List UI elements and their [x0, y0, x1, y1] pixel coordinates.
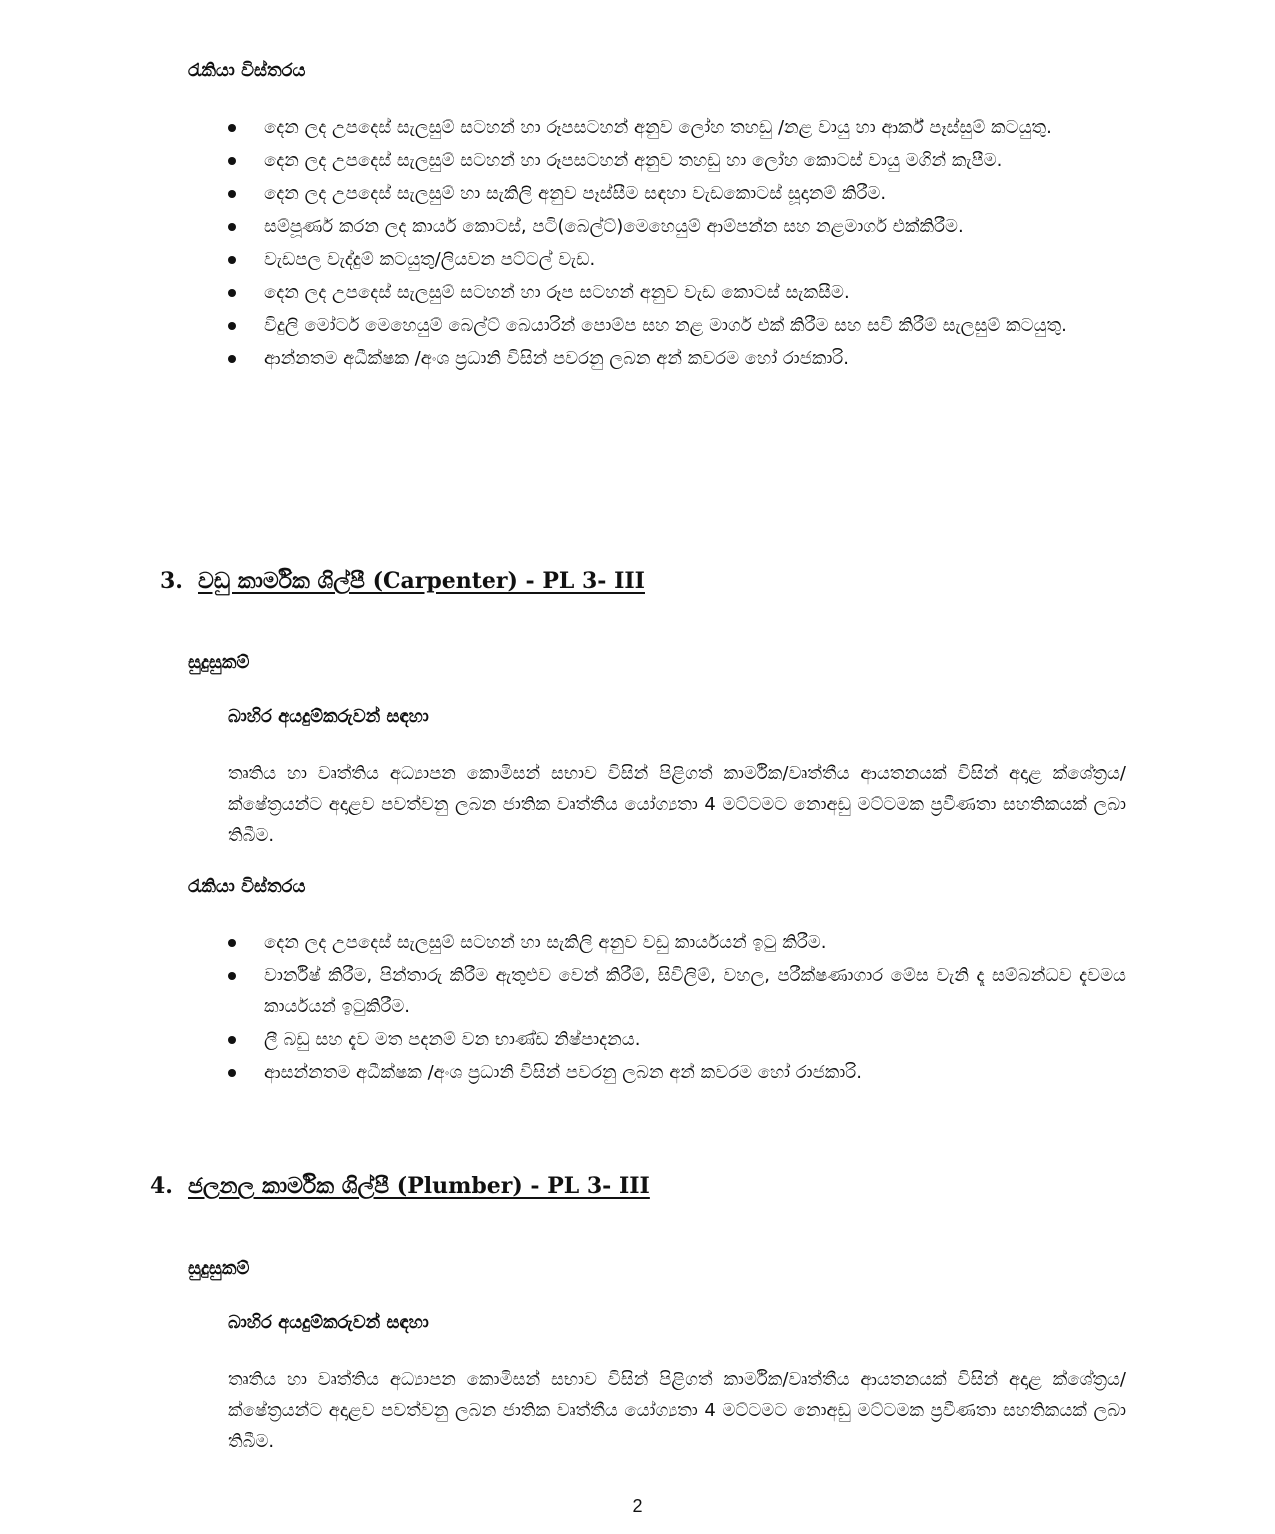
duties-heading: රැකියා විස්තරය	[188, 876, 306, 897]
section-4-heading	[150, 1171, 650, 1201]
qualifications-heading: සුදුසුකම්	[188, 652, 250, 673]
list-item: වැඩපල වැද්දුම් කටයුතු/ලියවන පට්ටල් වැඩ.	[228, 244, 1126, 275]
list-item: ලී බඩු සහ දැව මත පදනම් වන භාණ්ඩ නිෂ්පාදනය.	[228, 1024, 1126, 1055]
section-title: වඩු කාර්මික ශිල්පී (Carpenter) - PL 3- III	[198, 568, 645, 594]
duties-heading: රැකියා විස්තරය	[188, 60, 306, 81]
list-item: ආන්නතම අධීක්ෂක /අංශ ප්‍රධානි විසින් පවරනු ලබන අන් කවරම හෝ රාජකාරි.	[228, 343, 1126, 374]
external-applicants-heading: බාහිර අයදුම්කරුවන් සඳහා	[228, 1312, 429, 1333]
bullet-icon	[228, 1036, 236, 1044]
bullet-icon	[228, 157, 236, 165]
section-number: 3.	[160, 568, 183, 594]
qualifications-heading: සුදුසුකම්	[188, 1258, 250, 1279]
bullet-icon	[228, 972, 236, 980]
section-number: 4.	[150, 1173, 173, 1199]
bullet-icon	[228, 322, 236, 330]
bullet-icon	[228, 124, 236, 132]
list-item: සම්පූර්ණ කරන ලද කාර්ය කොටස්, පටි(බෙල්ට්)මෙහෙයුම් ආම්පන්න සහ නළමාර්ග එක්කිරීම.	[228, 211, 1126, 242]
bullet-icon	[228, 939, 236, 947]
section-3-heading	[160, 566, 645, 596]
bullet-icon	[228, 355, 236, 363]
bullet-icon	[228, 1069, 236, 1077]
bullet-icon	[228, 223, 236, 231]
list-item: දෙන ලද උපදෙස් සැලසුම් හා සැකිලි අනුව පෑස්සීම සඳහා වැඩකොටස් සූදානම් කිරීම.	[228, 178, 1126, 209]
duties-list	[228, 112, 1126, 376]
list-item: දෙන ලද උපදෙස් සැලසුම් සටහන් හා රූපසටහන් අනුව ලෝහ තහඩු /නළ වායු හා ආර්ක් පෑස්සුම් කටයුතු.	[228, 112, 1126, 143]
list-item: වාර්නිෂ් කිරීම, පින්තාරු කිරීම ඇතුළුව වෙන් කිරීම්, සිවිලිම්, වහල, පරීක්ෂණාගාර මේස වැනි දෑ සම්බන්ධව දැවමය කාර්යයන් ඉටුකිරීම.	[228, 960, 1126, 1022]
list-item: ආසන්නතම අධීක්ෂක /අංශ ප්‍රධානි විසින් පවරනු ලබන අන් කවරම හෝ රාජකාරි.	[228, 1057, 1126, 1088]
duties-list	[228, 927, 1126, 1090]
external-applicants-text: තෘතිය හා වෘත්තිය අධ්‍යාපන කොමිසන් සභාව විසින් පිළිගත් කාර්මික/වෘත්තීය ආයතනයක් විසින් අදාළ ක්ශේත්‍රය/ක්ෂේත්‍රයන්ට අදාළව පවත්වනු ලබන ජාතික වෘත්තීය යෝග්‍යතා 4 මට්ටමට නොඅඩු මට්ටමක ප්‍රවීණතා සහතිකයක් ලබා තිබීම.	[228, 1369, 1126, 1452]
section-title: ජලනල කාර්මික ශිල්පී (Plumber) - PL 3- III	[188, 1173, 650, 1199]
page-number: 2	[632, 1496, 643, 1516]
list-item: දෙන ලද උපදෙස් සැලසුම් සටහන් හා සැකිලි අනුව වඩු කාර්යයන් ඉටු කිරීම.	[228, 927, 1126, 958]
external-applicants-text: තෘතිය හා වෘත්තිය අධ්‍යාපන කොමිසන් සභාව විසින් පිළිගත් කාර්මික/වෘත්තීය ආයතනයක් විසින් අදාළ ක්ශේත්‍රය/ක්ෂේත්‍රයන්ට අදාළව පවත්වනු ලබන ජාතික වෘත්තීය යෝග්‍යතා 4 මට්ටමට නොඅඩු මට්ටමක ප්‍රවීණතා සහතිකයක් ලබා තිබීම.	[228, 763, 1126, 846]
external-applicants-heading: බාහිර අයදුම්කරුවන් සඳහා	[228, 706, 429, 727]
list-item: දෙන ලද උපදෙස් සැලසුම් සටහන් හා රූප සටහන් අනුව වැඩ කොටස් සැකසීම.	[228, 277, 1126, 308]
list-item: දෙන ලද උපදෙස් සැලසුම් සටහන් හා රූපසටහන් අනුව තහඩු හා ලෝහ කොටස් වායු මගින් කැපීම.	[228, 145, 1126, 176]
list-item: විදුලි මෝටර් මෙහෙයුම් බෙල්ට් බෙයාරින් පොම්ප සහ නළ මාර්ග එක් කිරීම සහ සවි කිරීම් සැලසුම් කටයුතු.	[228, 310, 1126, 341]
bullet-icon	[228, 289, 236, 297]
bullet-icon	[228, 190, 236, 198]
bullet-icon	[228, 256, 236, 264]
